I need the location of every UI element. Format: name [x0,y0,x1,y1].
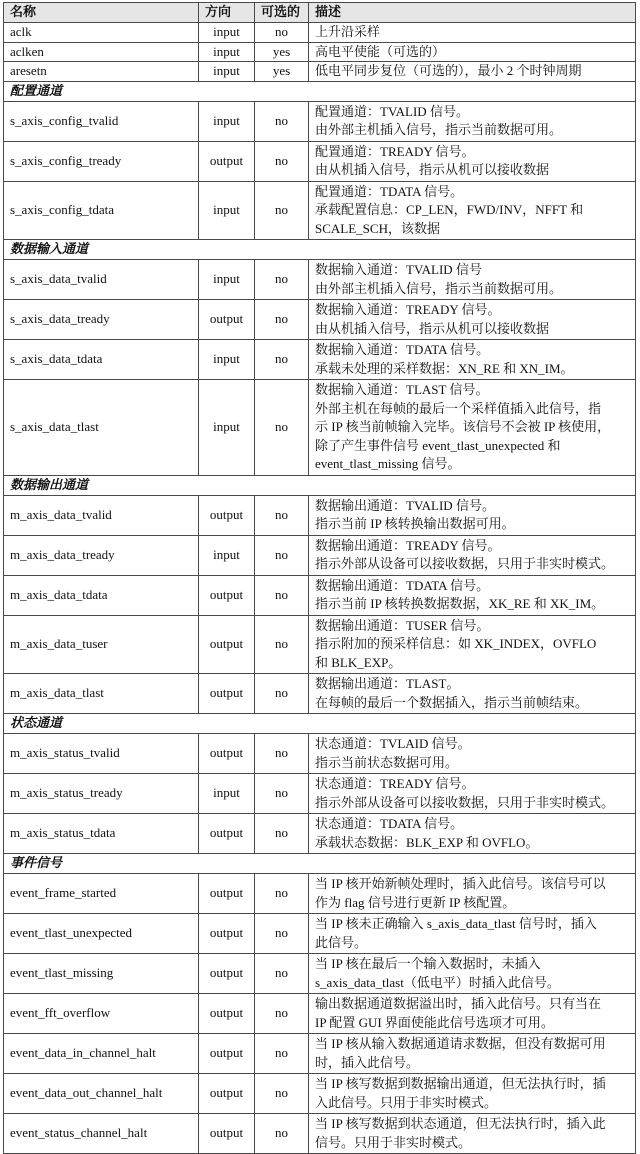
optional-cell: no [255,994,309,1034]
description-line: 数据输入通道：TREADY 信号。 [315,302,501,317]
table-row [4,1074,636,1114]
description-line: 和 BLK_EXP。 [315,654,402,670]
table-row [4,260,636,300]
table-row [4,1034,636,1074]
optional-cell: no [255,734,309,774]
direction-cell: input [199,181,255,240]
description-line: 指示附加的预采样信息：如 XK_INDEX，OVFLO [315,636,597,651]
description-line: 示 IP 核当前帧输入完毕。该信号不会被 IP 核使用， [315,419,611,434]
description-cell [309,874,636,914]
description-cell [309,774,636,814]
description-line: 当 IP 核未正确输入 s_axis_data_tlast 信号时，插入 [315,916,597,931]
description-line: 承载配置信息：CP_LEN，FWD/INV，NFFT 和 [315,202,584,217]
description-line: 由外部主机插入信号，指示当前数据可用。 [315,280,563,296]
direction-cell: output [199,1114,255,1154]
direction-cell: input [199,62,255,82]
direction-cell: input [199,774,255,814]
table-row [4,615,636,674]
table-row [4,954,636,994]
signal-name-cell: s_axis_data_tvalid [4,260,199,300]
table-row [4,874,636,914]
signal-name-cell: event_data_out_channel_halt [4,1074,199,1114]
optional-cell: no [255,300,309,340]
signal-name-cell: s_axis_config_tdata [4,181,199,240]
direction-cell: output [199,141,255,181]
table-row [4,300,636,340]
description-cell [309,62,636,82]
table-row [4,42,636,62]
table-row [4,994,636,1034]
optional-cell: no [255,774,309,814]
table-row [4,23,636,43]
table-row [4,141,636,181]
description-cell [309,615,636,674]
optional-cell: no [255,1034,309,1074]
description-line: 当 IP 核在最后一个输入数据时，未插入 [315,956,541,971]
optional-cell: no [255,181,309,240]
signal-name-cell: m_axis_data_tdata [4,575,199,615]
direction-cell: output [199,734,255,774]
description-cell [309,380,636,476]
direction-cell: output [199,954,255,994]
section-title: 状态通道 [4,714,636,734]
section-header-row [4,854,636,874]
description-line: 信号。只用于非实时模式。 [315,1134,472,1150]
optional-cell: no [255,814,309,854]
direction-cell: output [199,874,255,914]
header-name: 名称 [4,3,199,23]
signal-name-cell: s_axis_data_tdata [4,340,199,380]
optional-cell: no [255,260,309,300]
optional-cell: no [255,954,309,994]
direction-cell: input [199,535,255,575]
optional-cell: no [255,141,309,181]
direction-cell: output [199,1074,255,1114]
description-cell [309,674,636,714]
description-line: SCALE_SCH，该数据 [315,220,440,236]
description-line: event_tlast_missing 信号。 [315,456,461,471]
signal-name-cell: m_axis_data_tuser [4,615,199,674]
description-line: 当 IP 核写数据到数据输出通道，但无法执行时，插 [315,1076,606,1091]
table-row [4,1114,636,1154]
section-title: 数据输出通道 [4,475,636,495]
description-line: 配置通道：TDATA 信号。 [315,183,464,199]
description-line: 输出数据通道数据溢出时，插入此信号。只有当在 [315,996,602,1011]
direction-cell: input [199,340,255,380]
description-line: 由外部主机插入信号，指示当前数据可用。 [315,122,563,137]
description-line: 指示当前 IP 核转换数据数据，XK_RE 和 XK_IM。 [315,596,605,611]
description-line: 上升沿采样 [315,24,381,39]
description-cell [309,23,636,43]
signal-name-cell: event_data_in_channel_halt [4,1034,199,1074]
description-cell [309,42,636,62]
signal-name-cell: event_frame_started [4,874,199,914]
description-cell [309,181,636,240]
header-direction: 方向 [199,3,255,23]
optional-cell: no [255,380,309,476]
optional-cell: no [255,101,309,141]
description-cell [309,575,636,615]
description-line: 由从机插入信号，指示从机可以接收数据 [315,320,550,336]
direction-cell: output [199,914,255,954]
description-line: 数据输出通道：TUSER 信号。 [315,617,490,633]
table-body [4,23,636,1154]
direction-cell: output [199,814,255,854]
description-line: 数据输入通道：TVALID 信号 [315,262,482,277]
signal-table [3,2,636,1154]
description-line: 承载未处理的采样数据：XN_RE 和 XN_IM。 [315,360,574,376]
table-row [4,380,636,476]
description-line: 承载状态数据：BLK_EXP 和 OVFLO。 [315,834,539,850]
description-line: s_axis_data_tlast（低电平）时插入此信号。 [315,974,560,990]
table-row [4,814,636,854]
description-line: 高电平使能（可选的） [315,43,446,59]
section-title: 事件信号 [4,854,636,874]
section-header-row [4,81,636,101]
description-line: 指示外部从设备可以接收数据，只用于非实时模式。 [315,556,615,571]
direction-cell: output [199,615,255,674]
optional-cell: no [255,495,309,535]
description-line: 数据输入通道：TLAST 信号。 [315,382,489,397]
table-row [4,575,636,615]
optional-cell: no [255,674,309,714]
description-line: 指示当前 IP 核转换输出数据可用。 [315,516,515,531]
description-line: 配置通道：TVALID 信号。 [315,103,469,119]
description-line: IP 配置 GUI 界面使能此信号选项才可用。 [315,1014,554,1030]
signal-name-cell: s_axis_data_tready [4,300,199,340]
description-line: 由从机插入信号，指示从机可以接收数据 [315,162,550,177]
optional-cell: no [255,575,309,615]
table-row [4,734,636,774]
optional-cell: yes [255,62,309,82]
description-cell [309,734,636,774]
signal-name-cell: aclk [4,23,199,43]
description-cell [309,101,636,141]
description-line: 时，插入此信号。 [315,1054,420,1070]
description-line: 配置通道：TREADY 信号。 [315,143,475,159]
description-line: 数据输出通道：TREADY 信号。 [315,537,501,553]
signal-name-cell: aclken [4,42,199,62]
description-line: 指示当前状态数据可用。 [315,754,459,770]
direction-cell: input [199,42,255,62]
description-cell [309,914,636,954]
signal-name-cell: aresetn [4,62,199,82]
section-title: 配置通道 [4,81,636,101]
description-line: 此信号。 [315,934,368,950]
description-line: 当 IP 核写数据到状态通道，但无法执行时，插入此 [315,1116,606,1131]
table-row [4,914,636,954]
direction-cell: input [199,101,255,141]
header-description: 描述 [309,3,636,23]
table-row [4,495,636,535]
description-line: 当 IP 核开始新帧处理时，插入此信号。该信号可以 [315,876,606,891]
description-cell [309,1114,636,1154]
signal-name-cell: event_tlast_missing [4,954,199,994]
description-line: 在每帧的最后一个数据插入，指示当前帧结束。 [315,694,589,710]
description-line: 除了产生事件信号 event_tlast_unexpected 和 [315,437,561,453]
optional-cell: no [255,914,309,954]
direction-cell: output [199,575,255,615]
optional-cell: no [255,535,309,575]
description-line: 指示外部从设备可以接收数据，只用于非实时模式。 [315,794,615,810]
optional-cell: no [255,1074,309,1114]
description-cell [309,814,636,854]
description-cell [309,340,636,380]
description-cell [309,954,636,994]
description-line: 低电平同步复位（可选的），最小 2 个时钟周期 [315,63,582,78]
signal-name-cell: m_axis_status_tvalid [4,734,199,774]
optional-cell: no [255,340,309,380]
signal-name-cell: event_status_channel_halt [4,1114,199,1154]
direction-cell: output [199,300,255,340]
signal-name-cell: event_tlast_unexpected [4,914,199,954]
description-cell [309,495,636,535]
signal-name-cell: s_axis_config_tvalid [4,101,199,141]
direction-cell: input [199,260,255,300]
direction-cell: output [199,674,255,714]
optional-cell: no [255,1114,309,1154]
table-header-row [4,3,636,23]
description-line: 数据输出通道：TVALID 信号。 [315,497,495,513]
description-line: 数据输入通道：TDATA 信号。 [315,342,490,357]
section-title: 数据输入通道 [4,240,636,260]
direction-cell: output [199,994,255,1034]
description-cell [309,300,636,340]
section-header-row [4,714,636,734]
description-line: 外部主机在每帧的最后一个采样值插入此信号，指 [315,400,602,416]
description-cell [309,260,636,300]
description-line: 数据输出通道：TDATA 信号。 [315,577,490,593]
description-line: 状态通道：TDATA 信号。 [315,816,464,831]
direction-cell: input [199,23,255,43]
table-row [4,535,636,575]
description-cell [309,1074,636,1114]
table-row [4,181,636,240]
description-cell [309,994,636,1034]
table-row [4,101,636,141]
section-header-row [4,240,636,260]
signal-name-cell: m_axis_data_tvalid [4,495,199,535]
section-header-row [4,475,636,495]
direction-cell: input [199,380,255,476]
signal-name-cell: s_axis_config_tready [4,141,199,181]
signal-table-document [3,2,635,1154]
signal-name-cell: s_axis_data_tlast [4,380,199,476]
description-line: 数据输出通道：TLAST。 [315,676,460,691]
description-line: 作为 flag 信号进行更新 IP 核配置。 [315,894,516,910]
optional-cell: no [255,23,309,43]
signal-name-cell: m_axis_status_tready [4,774,199,814]
direction-cell: output [199,495,255,535]
description-line: 状态通道：TREADY 信号。 [315,776,475,791]
optional-cell: no [255,874,309,914]
signal-name-cell: m_axis_data_tlast [4,674,199,714]
optional-cell: no [255,615,309,674]
description-cell [309,141,636,181]
description-line: 状态通道：TVLAID 信号。 [315,736,471,751]
table-row [4,774,636,814]
description-cell [309,535,636,575]
table-row [4,340,636,380]
table-row [4,62,636,82]
signal-name-cell: m_axis_status_tdata [4,814,199,854]
direction-cell: output [199,1034,255,1074]
description-line: 入此信号。只用于非实时模式。 [315,1094,498,1110]
signal-name-cell: m_axis_data_tready [4,535,199,575]
table-row [4,674,636,714]
signal-name-cell: event_fft_overflow [4,994,199,1034]
description-cell [309,1034,636,1074]
optional-cell: yes [255,42,309,62]
description-line: 当 IP 核从输入数据通道请求数据，但没有数据可用 [315,1036,606,1051]
header-optional: 可选的 [255,3,309,23]
